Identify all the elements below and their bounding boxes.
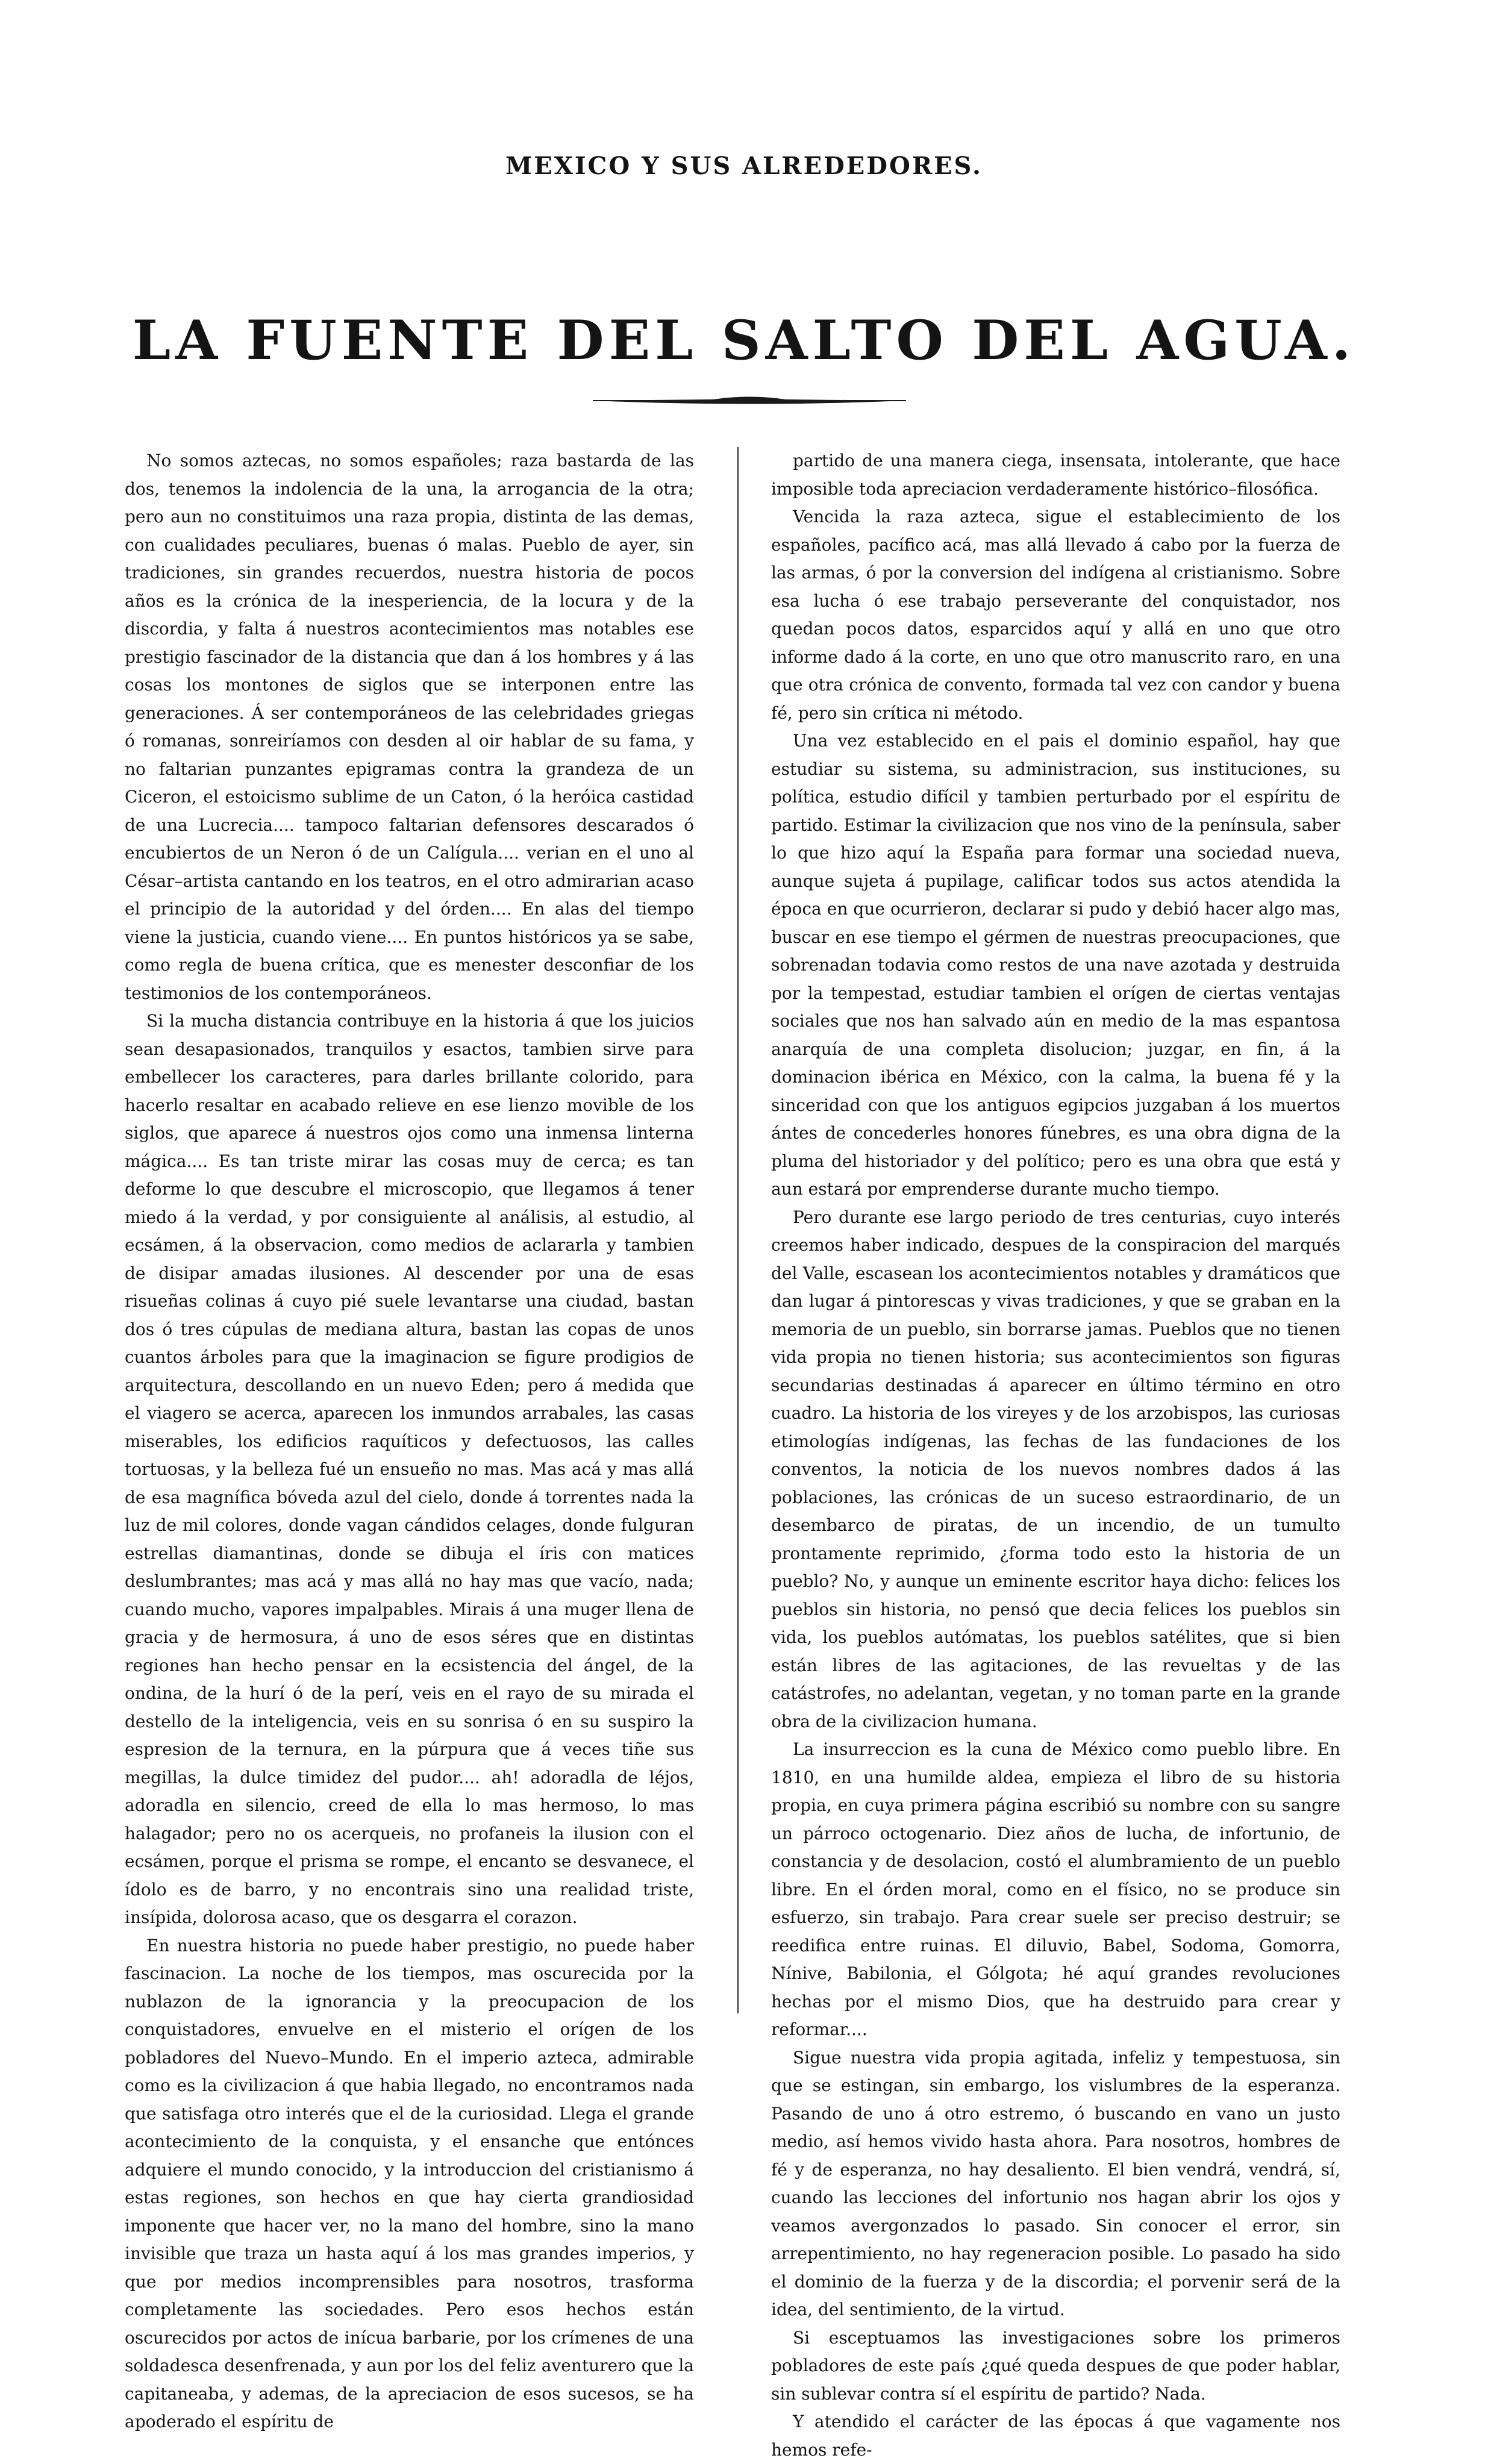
ornament-divider-icon — [593, 392, 906, 410]
paragraph: No somos aztecas, no somos españoles; raza bastarda de las dos, tenemos la indolencia de la una, la arrogancia de la otra; pero aun no constituimos una raza propia, distinta de las demas, con cualidades peculiares, buenas ó malas. Pueblo de ayer, sin tradiciones, sin grandes recuerdos, nuestra historia de pocos años es la crónica de la inesperiencia, de la locura y de la discordia, y falta á nuestros acontecimientos mas notables ese prestigio fascinador de la distancia que dan á los hombres y á las cosas los montones de siglos que se interponen entre las generaciones. Á ser contemporáneos de las celebridades griegas ó romanas, sonreiríamos con desden al oir hablar de su fama, y no faltarian punzantes epigramas contra la grandeza de un Ciceron, el estoicismo sublime de un Caton, ó la heróica castidad de una Lucrecia.... tampoco faltarian defensores descarados ó encubiertos de un Neron ó de un Calígula.... verian en el uno al César–artista cantando en los teatros, en el otro admirarian acaso el principio de la autoridad y del órden.... En alas del tiempo viene la justicia, cuando viene.... En puntos históricos ya se sabe, como regla de buena crítica, que es menester desconfiar de los testimonios de los contemporáneos. — [125, 451, 694, 1003]
paragraph: Sigue nuestra vida propia agitada, infeliz y tempestuosa, sin que se estingan, sin embargo, los vislumbres de la esperanza. Pasando de uno á otro estremo, ó buscando en vano un justo medio, así hemos vivido hasta ahora. Para nosotros, hombres de fé y de esperanza, no hay desaliento. El bien vendrá, vendrá, sí, cuando las lecciones del infortunio nos hagan abrir los ojos y veamos avergonzados lo pasado. Sin conocer el error, sin arrepentimiento, no hay regeneracion posible. Lo pasado ha sido el dominio de la fuerza y de la discordia; el porvenir será de la idea, del sentimiento, de la virtud. — [771, 2047, 1340, 2319]
paragraph: Y atendido el carácter de las épocas á que vagamente nos hemos refe- — [771, 2412, 1340, 2460]
paragraph: Si la mucha distancia contribuye en la historia á que los juicios sean desapasionados, tranquilos y esactos, tambien sirve para embellecer los caracteres, para darles brillante colorido, para hacerlo resaltar en acabado relieve en ese lienzo movible de los siglos, que aparece á nuestros ojos como una inmensa linterna mágica.... Es tan triste mirar las cosas muy de cerca; es tan deforme lo que descubre el microscopio, que llegamos á tener miedo á la verdad, y por consiguiente al análisis, al estudio, al ecsámen, á la observacion, como medios de aclararla y tambien de disipar amadas ilusiones. Al descender por una de esas risueñas colinas á cuyo pié suele levantarse una ciudad, bastan dos ó tres cúpulas de mediana altura, bastan las copas de unos cuantos árboles para que la imaginacion se figure prodigios de arquitectura, descollando en un nuevo Eden; pero á medida que el viagero se acerca, aparecen los inmundos arrabales, las casas miserables, los edificios raquíticos y defectuosos, las calles tortuosas, y la belleza fué un ensueño no mas. Mas acá y mas allá de esa magnífica bóveda azul del cielo, donde á torrentes nada la luz de mil colores, donde vagan cándidos celages, donde fulguran estrellas diamantinas, donde se dibuja el íris con matices deslumbrantes; mas acá y mas allá no hay mas que vacío, nada; cuando mucho, vapores impalpables. Mirais á una muger llena de gracia y de hermosura, á uno de esos séres que en distintas regiones han hecho pensar en la ecsistencia del ángel, de la ondina, de la hurí ó de la perí, veis en el rayo de su mirada el destello de la inteligencia, veis en su sonrisa ó en su suspiro la espresion de la ternura, en la púrpura que á veces tiñe sus megillas, la dulce timidez del pudor.... ah! adoradla de léjos, adoradla en silencio, creed de ella lo mas hermoso, lo mas halagador; pero no os acerqueis, no profaneis la ilusion con el ecsámen, porque el prisma se rompe, el encanto se desvanece, el ídolo es de barro, y no encontrais sino una realidad triste, insípida, dolorosa acaso, que os desgarra el corazon. — [125, 1011, 694, 1927]
paragraph: Pero durante ese largo periodo de tres centurias, cuyo interés creemos haber indicado, despues de la conspiracion del marqués del Valle, escasean los acontecimientos notables y dramáticos que dan lugar á pintorescas y vivas tradiciones, y que se graban en la memoria de un pueblo, sin borrarse jamas. Pueblos que no tienen vida propia no tienen historia; sus acontecimientos son figuras secundarias destinadas á aparecer en último término en otro cuadro. La historia de los vireyes y de los arzobispos, las curiosas etimologías indígenas, las fechas de las fundaciones de los conventos, la noticia de los nuevos nombres dados á las poblaciones, las crónicas de un suceso estraordinario, de un desembarco de piratas, de un incendio, de un tumulto prontamente reprimido, ¿forma todo esto la historia de un pueblo? No, y aunque un eminente escritor haya dicho: felices los pueblos sin historia, no pensó que decia felices los pueblos sin vida, los pueblos autómatas, los pueblos satélites, que si bien están libres de las agitaciones, de las revueltas y de las catástrofes, no adelantan, vegetan, y no toman parte en la grande obra de la civilizacion humana. — [771, 1207, 1340, 1731]
paragraph: Una vez establecido en el pais el dominio español, hay que estudiar su sistema, su administracion, sus instituciones, su política, estudio difícil y tambien perturbado por el espíritu de partido. Estimar la civilizacion que nos vino de la península, saber lo que hizo aquí la España para formar una sociedad nueva, aunque sujeta á pupilage, calificar todos sus actos atendida la época en que ocurrieron, declarar si pudo y debió hacer algo mas, buscar en ese tiempo el gérmen de nuestras preocupaciones, que sobrenadan todavia como restos de una nave azotada y destruida por la tempestad, estudiar tambien el orígen de ciertas ventajas sociales que nos han salvado aún en medio de la mas espantosa anarquía de una completa disolucion; juzgar, en fin, á la dominacion ibérica en México, con la calma, la buena fé y la sinceridad con que los antiguos egipcios juzgaban á los muertos ántes de concederles honores fúnebres, es una obra digna de la pluma del historiador y del político; pero es una obra que está y aun estará por emprenderse durante mucho tiempo. — [771, 731, 1340, 1199]
paragraph: Si esceptuamos las investigaciones sobre los primeros pobladores de este país ¿qué queda despues de que poder hablar, sin sublevar contra sí el espíritu de partido? Nada. — [771, 2327, 1340, 2404]
article-title: LA FUENTE DEL SALTO DEL AGUA. — [132, 308, 1356, 372]
running-head: MEXICO Y SUS ALREDEDORES. — [505, 152, 983, 180]
right-column — [771, 447, 1340, 2460]
paragraph: partido de una manera ciega, insensata, intolerante, que hace imposible toda apreciacion verdaderamente histórico–filosófica. — [771, 451, 1340, 499]
paragraph: En nuestra historia no puede haber prestigio, no puede haber fascinacion. La noche de los tiempos, mas oscurecida por la nublazon de la ignorancia y la preocupacion de los conquistadores, envuelve en el misterio el orígen de los pobladores del Nuevo–Mundo. En el imperio azteca, admirable como es la civilizacion á que habia llegado, no encontramos nada que satisfaga otro interés que el de la curiosidad. Llega el grande acontecimiento de la conquista, y el ensanche que entónces adquiere el mundo conocido, y la introduccion del cristianismo á estas regiones, son hechos en que hay cierta grandiosidad imponente que hacer ver, no la mano del hombre, sino la mano invisible que traza un hasta aquí á los mas grandes imperios, y que por medios incomprensibles para nosotros, trasforma completamente las sociedades. Pero esos hechos están oscurecidos por actos de inícua barbarie, por los crímenes de una soldadesca desenfrenada, y aun por los del feliz aventurero que la capitaneaba, y ademas, de la apreciacion de esos sucesos, se ha apoderado el espíritu de — [125, 1935, 694, 2431]
paragraph: Vencida la raza azteca, sigue el establecimiento de los españoles, pacífico acá, mas allá llevado á cabo por la fuerza de las armas, ó por la conversion del indígena al cristianismo. Sobre esa lucha ó ese trabajo perseverante del conquistador, nos quedan pocos datos, esparcidos aquí y allá en uno que otro informe dado á la corte, en uno que otro manuscrito raro, en una que otra crónica de convento, formada tal vez con candor y buena fé, pero sin crítica ni método. — [771, 507, 1340, 723]
left-column — [125, 447, 694, 2431]
paragraph: La insurreccion es la cuna de México como pueblo libre. En 1810, en una humilde aldea, empieza el libro de su historia propia, en cuya primera página escribió su nombre con su sangre un párroco octogenario. Diez años de lucha, de infortunio, de constancia y de desolacion, costó el alumbramiento de un pueblo libre. En el órden moral, como en el físico, no se produce sin esfuerzo, sin trabajo. Para crear suele ser preciso destruir; se reedifica entre ruinas. El diluvio, Babel, Sodoma, Gomorra, Nínive, Babilonia, el Gólgota; hé aquí grandes revoluciones hechas por el mismo Dios, que ha destruido para crear y reformar.... — [771, 1739, 1340, 2039]
column-rule — [737, 447, 739, 2013]
